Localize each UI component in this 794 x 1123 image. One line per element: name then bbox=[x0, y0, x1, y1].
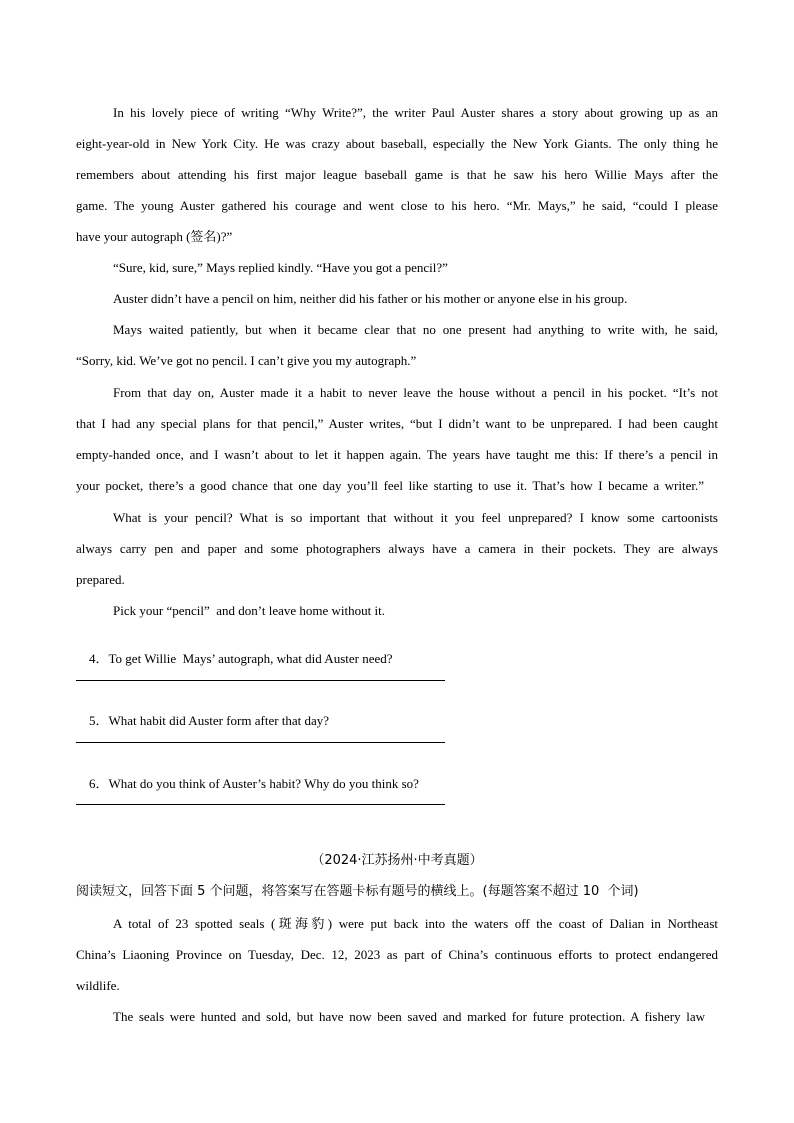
question-5 bbox=[76, 697, 329, 745]
passage1-p5-line2: that I had any special plans for that pencil,” Auster writes, “but I didn’t want to be unprepared. I had been caught bbox=[76, 416, 718, 431]
passage1-p5-line1: From that day on, Auster made it a habit to never leave the house without a pencil in his pocket. “It’s not bbox=[113, 385, 718, 400]
question-4-answer-line[interactable] bbox=[76, 680, 445, 681]
passage1-p7: Pick your “pencil” and don’t leave home without it. bbox=[113, 603, 385, 618]
section2-instruction: 阅读短文，回答下面 5 个问题，将答案写在答题卡标有题号的横线上。(每题答案不超过 10 个词) bbox=[76, 884, 639, 899]
passage1-p1-line3: remembers about attending his first major league baseball game is that he saw his hero Willie Mays after the bbox=[76, 167, 718, 182]
passage1-p6-line1: What is your pencil? What is so important that without it you feel unprepared? I know some cartoonists bbox=[113, 510, 718, 525]
question-6-text: What do you think of Auster’s habit? Why do you think so? bbox=[108, 776, 419, 791]
passage1-p3: Auster didn’t have a pencil on him, neither did his father or his mother or anyone else in his group. bbox=[113, 291, 628, 306]
passage1-p5-line4: your pocket, there’s a good chance that one day you’ll feel like starting to use it. That’s how I became a writer.” bbox=[76, 478, 704, 493]
section2-p1-line1: A total of 23 spotted seals (斑海豹) were put back into the waters off the coast of Dalian in Northeast bbox=[113, 916, 718, 931]
passage1-p6-line3: prepared. bbox=[76, 572, 125, 587]
section2-p2-line1: The seals were hunted and sold, but have now been saved and marked for future protection. A fishery law bbox=[113, 1009, 705, 1024]
question-4-text: To get Willie Mays’ autograph, what did Auster need? bbox=[108, 651, 393, 666]
section2-source: （2024·江苏扬州·中考真题） bbox=[311, 853, 483, 868]
question-5-number: 5． bbox=[89, 713, 109, 728]
question-4 bbox=[76, 635, 393, 683]
question-6-number: 6． bbox=[89, 776, 109, 791]
passage1-p2: “Sure, kid, sure,” Mays replied kindly. “Have you got a pencil?” bbox=[113, 260, 448, 275]
passage1-p1-line5: have your autograph (签名)?” bbox=[76, 229, 233, 244]
passage1-p1-line2: eight-year-old in New York City. He was crazy about baseball, especially the New York Giants. The only thing he bbox=[76, 136, 718, 151]
question-6 bbox=[76, 760, 419, 808]
question-5-text: What habit did Auster form after that day? bbox=[108, 713, 330, 728]
passage1-p4-line2: “Sorry, kid. We’ve got no pencil. I can’t give you my autograph.” bbox=[76, 353, 417, 368]
section2-p1-line2: China’s Liaoning Province on Tuesday, Dec. 12, 2023 as part of China’s continuous efforts to protect endangered bbox=[76, 947, 718, 962]
passage1-p4-line1: Mays waited patiently, but when it became clear that no one present had anything to write with, he said, bbox=[113, 322, 718, 337]
question-4-number: 4． bbox=[89, 651, 109, 666]
question-6-answer-line[interactable] bbox=[76, 804, 445, 805]
question-5-answer-line[interactable] bbox=[76, 742, 445, 743]
passage1-p5-line3: empty-handed once, and I wasn’t about to let it happen again. The years have taught me this: If there’s a pencil in bbox=[76, 447, 718, 462]
passage1-p1-line1: In his lovely piece of writing “Why Write?”, the writer Paul Auster shares a story about growing up as an bbox=[113, 105, 718, 120]
passage1-p1-line4: game. The young Auster gathered his courage and went close to his hero. “Mr. Mays,” he said, “could I please bbox=[76, 198, 718, 213]
passage1-p6-line2: always carry pen and paper and some photographers always have a camera in their pockets. They are always bbox=[76, 541, 718, 556]
section2-p1-line3: wildlife. bbox=[76, 978, 120, 993]
